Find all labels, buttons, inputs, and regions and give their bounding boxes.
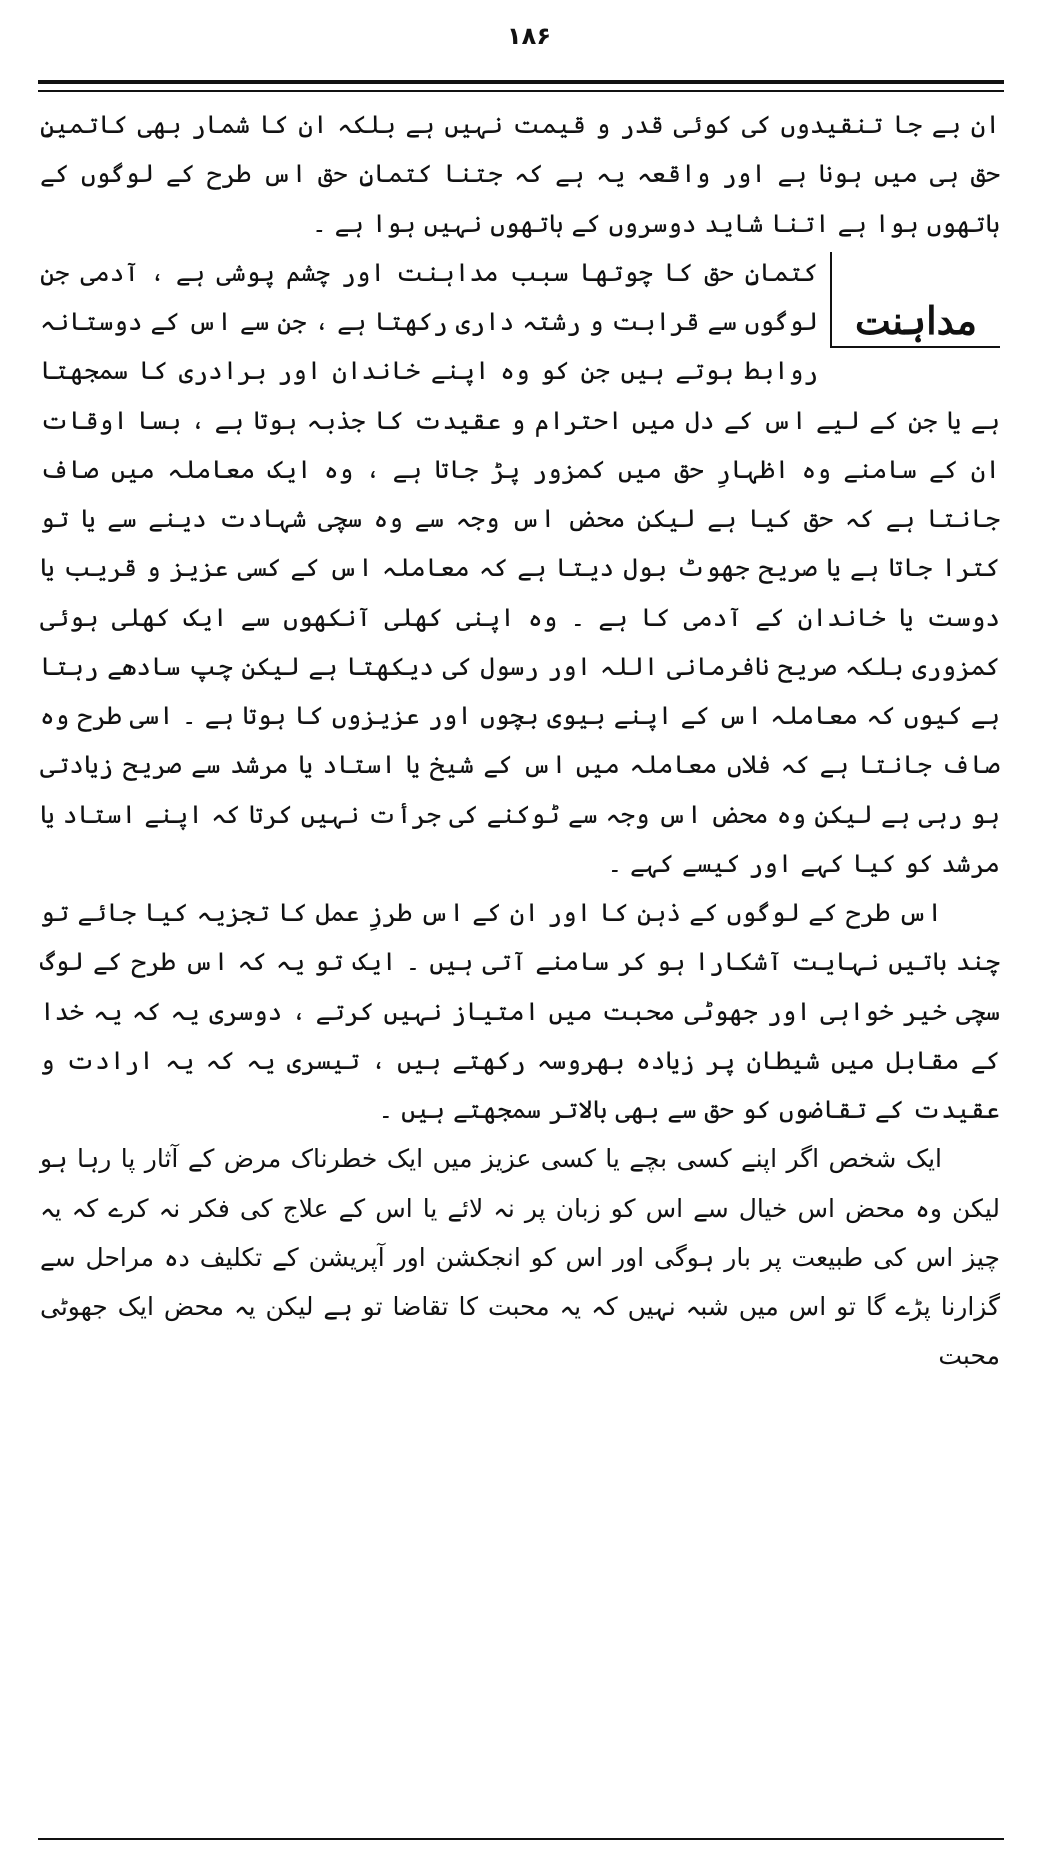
paragraph-3: اس طرح کے لوگوں کے ذہن کا اور ان کے اس طرزِ عمل کا تجزیہ کیا جائے تو چند باتیں نہایت آشکارا ہو کر سامنے آتی ہیں ۔ ایک تو یہ کہ اس طرح کے لوگ سچی خیر خواہی اور جھوٹی محبت میں امتیاز نہیں کرتے ، دوسری یہ کہ یہ خدا کے مقابل میں شیطان پر زیادہ بھروسہ رکھتے ہیں ، تیسری یہ کہ یہ ارادت و عقیدت کے تقاضوں کو حق سے بھی بالاتر سمجھتے ہیں ۔ [40,898,1000,1124]
side-heading: مداہنت [855,297,977,343]
page-body [40,100,1000,1381]
footer-rule [38,1838,1004,1840]
header-rule-thick [38,80,1004,84]
header-rule-thin [38,90,1004,92]
section-paragraph: کتمانِ حق کا چوتھا سبب مداہنت اور چشم پوشی ہے ، آدمی جن لوگوں سے قرابت و رشتہ داری رکھتا ہے ، جن سے اس کے دوستانہ روابط ہوتے ہیں جن کو وہ اپنے خاندان اور برادری کا سمجھتا ہے یا جن کے لیے اس کے دل میں احترام و عقیدت کا جذبہ ہوتا ہے ، بسا اوقات ان کے سامنے وہ اظہارِ حق میں کمزور پڑ جاتا ہے ، وہ ایک معاملہ میں صاف جانتا ہے کہ حق کیا ہے لیکن محض اس وجہ سے وہ سچی شہادت دینے سے یا تو کترا جاتا ہے یا صریح جھوٹ بول دیتا ہے کہ معاملہ اس کے کسی عزیز و قریب یا دوست یا خاندان کے آدمی کا ہے ۔ وہ اپنی کھلی آنکھوں سے ایک کھلی ہوئی کمزوری بلکہ صریح نافرمانی اللہ اور رسول کی دیکھتا ہے لیکن چپ سادھے رہتا ہے کیوں کہ معاملہ اس کے اپنے بیوی بچوں اور عزیزوں کا ہوتا ہے ۔ اسی طرح وہ صاف جانتا ہے کہ فلاں معاملہ میں اس کے شیخ یا استاد یا مرشد سے صریح زیادتی ہو رہی ہے لیکن وہ محض اس وجہ سے ٹوکنے کی جرأت نہیں کرتا کہ اپنے استاد یا مرشد کو کیا کہے اور کیسے کہے ۔ [40,257,1000,878]
page-number: ۱۸۶ [507,22,551,50]
paragraph-4: ایک شخص اگر اپنے کسی بچے یا کسی عزیز میں ایک خطرناک مرض کے آثار پا رہا ہو لیکن وہ محض اس خیال سے اس کو زبان پر نہ لائے یا اس کے علاج کی فکر نہ کرے کہ یہ چیز اس کی طبیعت پر بار ہوگی اور اس کو انجکشن اور آپریشن کے تکلیف دہ مراحل سے گزارنا پڑے گا تو اس میں شبہ نہیں کہ یہ محبت کا تقاضا تو ہے لیکن یہ محض ایک جھوٹی محبت [40,1144,1000,1371]
side-heading-box [830,252,1000,348]
paragraph-1: ان بے جا تنقیدوں کی کوئی قدر و قیمت نہیں ہے بلکہ ان کا شمار بھی کاتمینِ حق ہی میں ہونا ہے اور واقعہ یہ ہے کہ جتنا کتمانِ حق اس طرح کے لوگوں کے ہاتھوں ہوا ہے اتنا شاید دوسروں کے ہاتھوں نہیں ہوا ہے ۔ [40,110,1000,238]
